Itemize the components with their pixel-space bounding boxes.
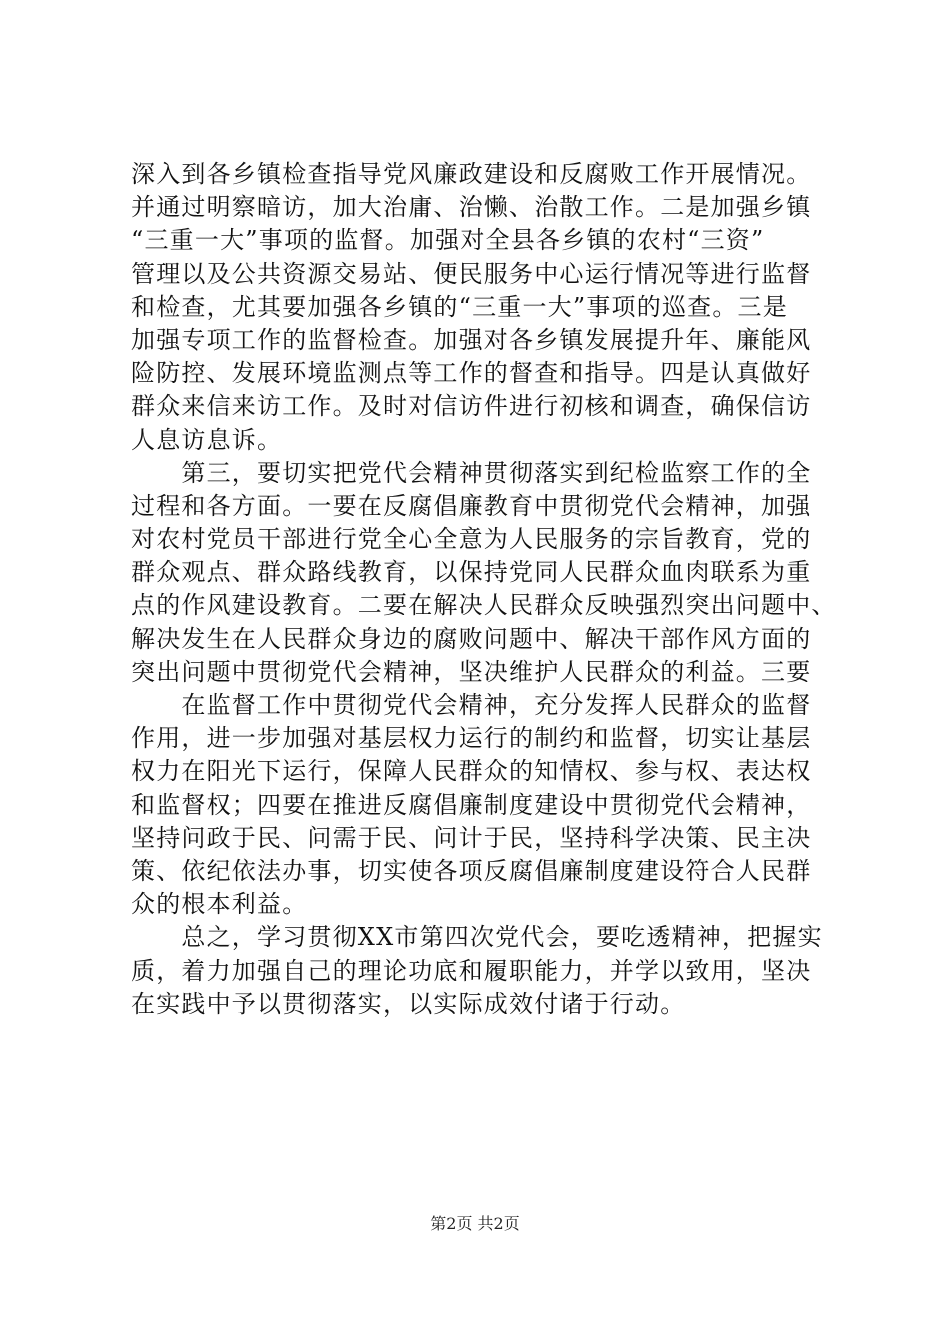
text-line: 第三，要切实把党代会精神贯彻落实到纪检监察工作的全 (131, 458, 812, 487)
text-line: “三重一大”事项的监督。加强对全县各乡镇的农村“三资” (131, 226, 765, 255)
text-line: 解决发生在人民群众身边的腐败问题中、解决干部作风方面的 (131, 624, 812, 653)
text-line: 险防控、发展环境监测点等工作的督查和指导。四是认真做好 (131, 359, 812, 388)
text-line: 和检查，尤其要加强各乡镇的“三重一大”事项的巡查。三是 (131, 292, 788, 321)
text-line: 并通过明察暗访，加大治庸、治懒、治散工作。二是加强乡镇 (131, 193, 812, 222)
text-line: 群众观点、群众路线教育，以保持党同人民群众血肉联系为重 (131, 558, 812, 587)
text-line: 策、依纪依法办事，切实使各项反腐倡廉制度建设符合人民群 (131, 856, 812, 885)
text-line: 权力在阳光下运行，保障人民群众的知情权、参与权、表达权 (131, 757, 812, 786)
text-line: 质，着力加强自己的理论功底和履职能力，并学以致用，坚决 (131, 956, 812, 985)
text-line: 点的作风建设教育。二要在解决人民群众反映强烈突出问题中、 (131, 591, 837, 620)
text-line: 群众来信来访工作。及时对信访件进行初核和调查，确保信访 (131, 392, 812, 421)
text-line: 在实践中予以贯彻落实，以实际成效付诸于行动。 (131, 989, 686, 1018)
page-number-footer: 第2页 共2页 (430, 1214, 520, 1233)
text-line: 管理以及公共资源交易站、便民服务中心运行情况等进行监督 (131, 259, 812, 288)
document-body (131, 158, 837, 1021)
text-line: 坚持问政于民、问需于民、问计于民，坚持科学决策、民主决 (131, 823, 812, 852)
text-line: 在监督工作中贯彻党代会精神，充分发挥人民群众的监督 (131, 691, 812, 719)
text-line: 总之，学习贯彻XX市第四次党代会，要吃透精神，把握实 (131, 923, 823, 952)
text-line: 和监督权；四要在推进反腐倡廉制度建设中贯彻党代会精神， (131, 790, 812, 819)
text-line: 众的根本利益。 (131, 890, 308, 919)
text-line: 作用，进一步加强对基层权力运行的制约和监督，切实让基层 (131, 724, 812, 753)
text-line: 过程和各方面。一要在反腐倡廉教育中贯彻党代会精神，加强 (131, 491, 812, 520)
text-line: 突出问题中贯彻党代会精神，坚决维护人民群众的利益。三要 (131, 657, 812, 686)
text-line: 深入到各乡镇检查指导党风廉政建设和反腐败工作开展情况。 (131, 160, 812, 188)
text-line: 对农村党员干部进行党全心全意为人民服务的宗旨教育，党的 (131, 525, 812, 554)
text-line: 人息访息诉。 (131, 425, 283, 454)
text-line: 加强专项工作的监督检查。加强对各乡镇发展提升年、廉能风 (131, 325, 812, 354)
